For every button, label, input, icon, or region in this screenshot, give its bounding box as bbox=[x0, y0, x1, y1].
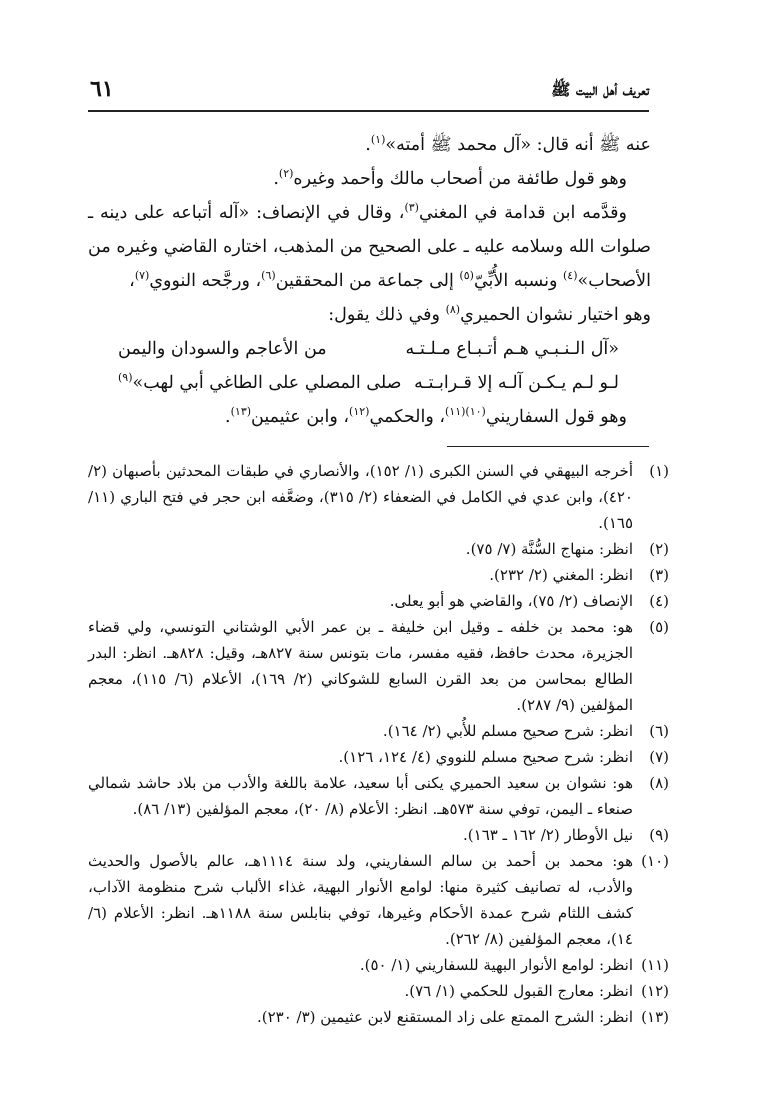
footnote-text: انظر: الشرح الممتع على زاد المستقنع لابن عثيمين (٣/ ٢٣٠). bbox=[256, 1008, 633, 1026]
footnote-number: (١٢) bbox=[641, 982, 669, 1000]
footnote-ref: (٧) bbox=[134, 269, 150, 283]
paragraph-2 bbox=[88, 162, 651, 196]
footnote-4 bbox=[88, 588, 669, 614]
footnote-number: (٣) bbox=[649, 566, 669, 584]
footnote-8 bbox=[88, 770, 669, 822]
footnote-13 bbox=[88, 1004, 669, 1030]
footnote-text: انظر: شرح صحيح مسلم للنووي (٤/ ١٢٤، ١٢٦). bbox=[338, 748, 633, 766]
footnote-number: (١٠) bbox=[641, 852, 669, 870]
paragraph-5-text-b: ، والحكمي bbox=[369, 407, 445, 427]
footnote-ref: (٤) bbox=[562, 269, 578, 283]
paragraph-1-text: عنه ﷺ أنه قال: «آل محمد ﷺ أمته» bbox=[385, 135, 651, 155]
paragraph-3-text-b: ، وقال في الإنصاف: «آله أتباعه على دينه ـ صلوات الله وسلامه عليه ـ على الصحيح من المذهب، اختاره القاضي وغيره من الأصحاب» bbox=[88, 203, 651, 291]
footnote-divider bbox=[447, 446, 649, 447]
footnote-10 bbox=[88, 848, 669, 952]
verse-2-second-half bbox=[118, 366, 401, 400]
verse-2-second-half-text: صلى المصلي على الطاغي أبي لهب» bbox=[132, 373, 402, 393]
footnote-11 bbox=[88, 952, 669, 978]
footnote-ref: (١٣) bbox=[230, 405, 252, 419]
footnote-ref: (٨) bbox=[445, 303, 461, 317]
footnote-3 bbox=[88, 562, 669, 588]
footnote-text: هو: نشوان بن سعيد الحميري يكنى أبا سعيد، علامة باللغة والأدب من بلاد حاشد شمالي صنعاء ـ اليمن، توفي سنة ٥٧٣هـ. انظر: الأعلام (٨/ ٢٠)، معجم المؤلفين (١٣/ ٨٦). bbox=[88, 774, 633, 818]
footnote-2 bbox=[88, 536, 669, 562]
footnote-1 bbox=[88, 458, 669, 536]
paragraph-3-text-a: وقدَّمه ابن قدامة في المغني bbox=[418, 203, 627, 223]
footnote-text: انظر: المغني (٢/ ٢٣٢). bbox=[489, 566, 633, 584]
footnote-number: (٢) bbox=[649, 540, 669, 558]
page-number: ٦١ bbox=[90, 76, 114, 102]
paragraph-3-text-f: ، bbox=[129, 271, 135, 291]
paragraph-5-text-d: . bbox=[225, 407, 231, 427]
footnote-ref: (٩) bbox=[118, 371, 133, 385]
running-title: تعريف أهل البيت ﷺ bbox=[551, 80, 649, 99]
footnote-number: (١١) bbox=[641, 956, 669, 974]
paragraph-1 bbox=[88, 128, 651, 162]
footnote-ref: (٢) bbox=[278, 167, 294, 181]
verse-2 bbox=[118, 366, 619, 400]
running-header bbox=[88, 76, 649, 112]
verse-1-second-half: من الأعاجم والسودان واليمن bbox=[118, 339, 327, 359]
footnote-5 bbox=[88, 614, 669, 718]
paragraph-3 bbox=[88, 196, 651, 298]
paragraph-4-text-b: وفي ذلك يقول: bbox=[328, 305, 446, 325]
footnote-ref: (١٢) bbox=[349, 405, 370, 419]
footnote-text: انظر: شرح صحيح مسلم للأُبي (٢/ ١٦٤). bbox=[382, 722, 633, 740]
footnote-text: نيل الأوطار (٢/ ١٦٢ ـ ١٦٣). bbox=[463, 826, 633, 844]
paragraph-3-text-c: ونسبه الأُبِّيّ bbox=[473, 271, 563, 291]
footnote-number: (٤) bbox=[649, 592, 669, 610]
footnote-number: (٨) bbox=[649, 774, 669, 792]
paragraph-3-text-d: إلى جماعة من المحققين bbox=[275, 271, 460, 291]
footnote-number: (٥) bbox=[649, 618, 669, 636]
verse-2-first-half: لـو لـم يـكـن آلـه إلا قـرابـتـه bbox=[414, 373, 619, 393]
footnote-ref: (٣) bbox=[404, 201, 419, 215]
footnote-12 bbox=[88, 978, 669, 1004]
footnote-number: (٧) bbox=[649, 748, 669, 766]
paragraph-3-text-e: ، ورجَّحه النووي bbox=[149, 271, 262, 291]
footnote-text: هو: محمد بن أحمد بن سالم السفاريني، ولد سنة ١١١٤هـ، عالم بالأصول والحديث والأدب، له تصانيف كثيرة منها: لوامع الأنوار البهية، غذاء الألباب شرح منظومة الآداب، كشف اللثام شرح عمدة الأحكام وغيرها، توفي بنابلس سنة ١١٨٨هـ. انظر: الأعلام (٦/ ١٤)، معجم المؤلفين (٨/ ٢٦٢). bbox=[88, 852, 633, 948]
footnote-ref: (١) bbox=[370, 133, 386, 147]
paragraph-2-text: وهو قول طائفة من أصحاب مالك وأحمد وغيره bbox=[293, 169, 627, 189]
footnotes bbox=[88, 458, 669, 1030]
paragraph-5 bbox=[88, 400, 651, 434]
footnote-9 bbox=[88, 822, 669, 848]
paragraph-5-text-a: وهو قول السفاريني bbox=[485, 407, 627, 427]
footnote-text: أخرجه البيهقي في السنن الكبرى (١/ ١٥٢)، والأنصاري في طبقات المحدثين بأصبهان (٢/ ٤٢٠)، وابن عدي في الكامل في الضعفاء (٢/ ٣١٥)، وضعَّفه ابن حجر في فتح الباري (١١/ ١٦٥). bbox=[88, 462, 633, 532]
footnote-number: (٦) bbox=[649, 722, 669, 740]
paragraph-4-text-a: وهو اختيار نشوان الحميري bbox=[460, 305, 651, 325]
poem bbox=[118, 332, 619, 400]
footnote-ref: (٦) bbox=[261, 269, 276, 283]
footnote-6 bbox=[88, 718, 669, 744]
footnote-text: انظر: معارج القبول للحكمي (١/ ٧٦). bbox=[404, 982, 633, 1000]
paragraph-4 bbox=[88, 298, 651, 332]
footnote-7 bbox=[88, 744, 669, 770]
paragraph-5-text-c: ، وابن عثيمين bbox=[251, 407, 350, 427]
footnote-text: الإنصاف (٢/ ٧٥)، والقاضي هو أبو يعلى. bbox=[389, 592, 633, 610]
footnote-text: انظر: لوامع الأنوار البهية للسفاريني (١/ ٥٠). bbox=[359, 956, 633, 974]
paragraph-2-end: . bbox=[273, 169, 279, 189]
footnote-text: هو: محمد بن خلفه ـ وقيل ابن خليفة ـ بن عمر الأبي الوشتاني التونسي، ولي قضاء الجزيرة، محدث حافظ، فقيه مفسر، مات بتونس سنة ٨٢٧هـ، وقيل: ٨٢٨هـ. انظر: البدر الطالع بمحاسن من بعد القرن السابع للشوكاني (٢/ ١٦٩)، الأعلام (٦/ ١١٥)، معجم المؤلفين (٩/ ٢٨٧). bbox=[88, 618, 633, 714]
paragraph-1-end: . bbox=[365, 135, 371, 155]
footnote-ref: (١٠)(١١) bbox=[445, 405, 486, 419]
footnote-text: انظر: منهاج السُّنَّة (٧/ ٧٥). bbox=[465, 540, 633, 558]
verse-1 bbox=[118, 332, 619, 366]
footnote-number: (١٣) bbox=[641, 1008, 669, 1026]
verse-1-first-half: «آل الـنـبـي هـم أتـبـاع مـلـتـه bbox=[405, 339, 619, 359]
footnote-ref: (٥) bbox=[459, 269, 474, 283]
footnote-number: (١) bbox=[649, 462, 669, 480]
main-text bbox=[88, 128, 651, 434]
footnote-number: (٩) bbox=[649, 826, 669, 844]
